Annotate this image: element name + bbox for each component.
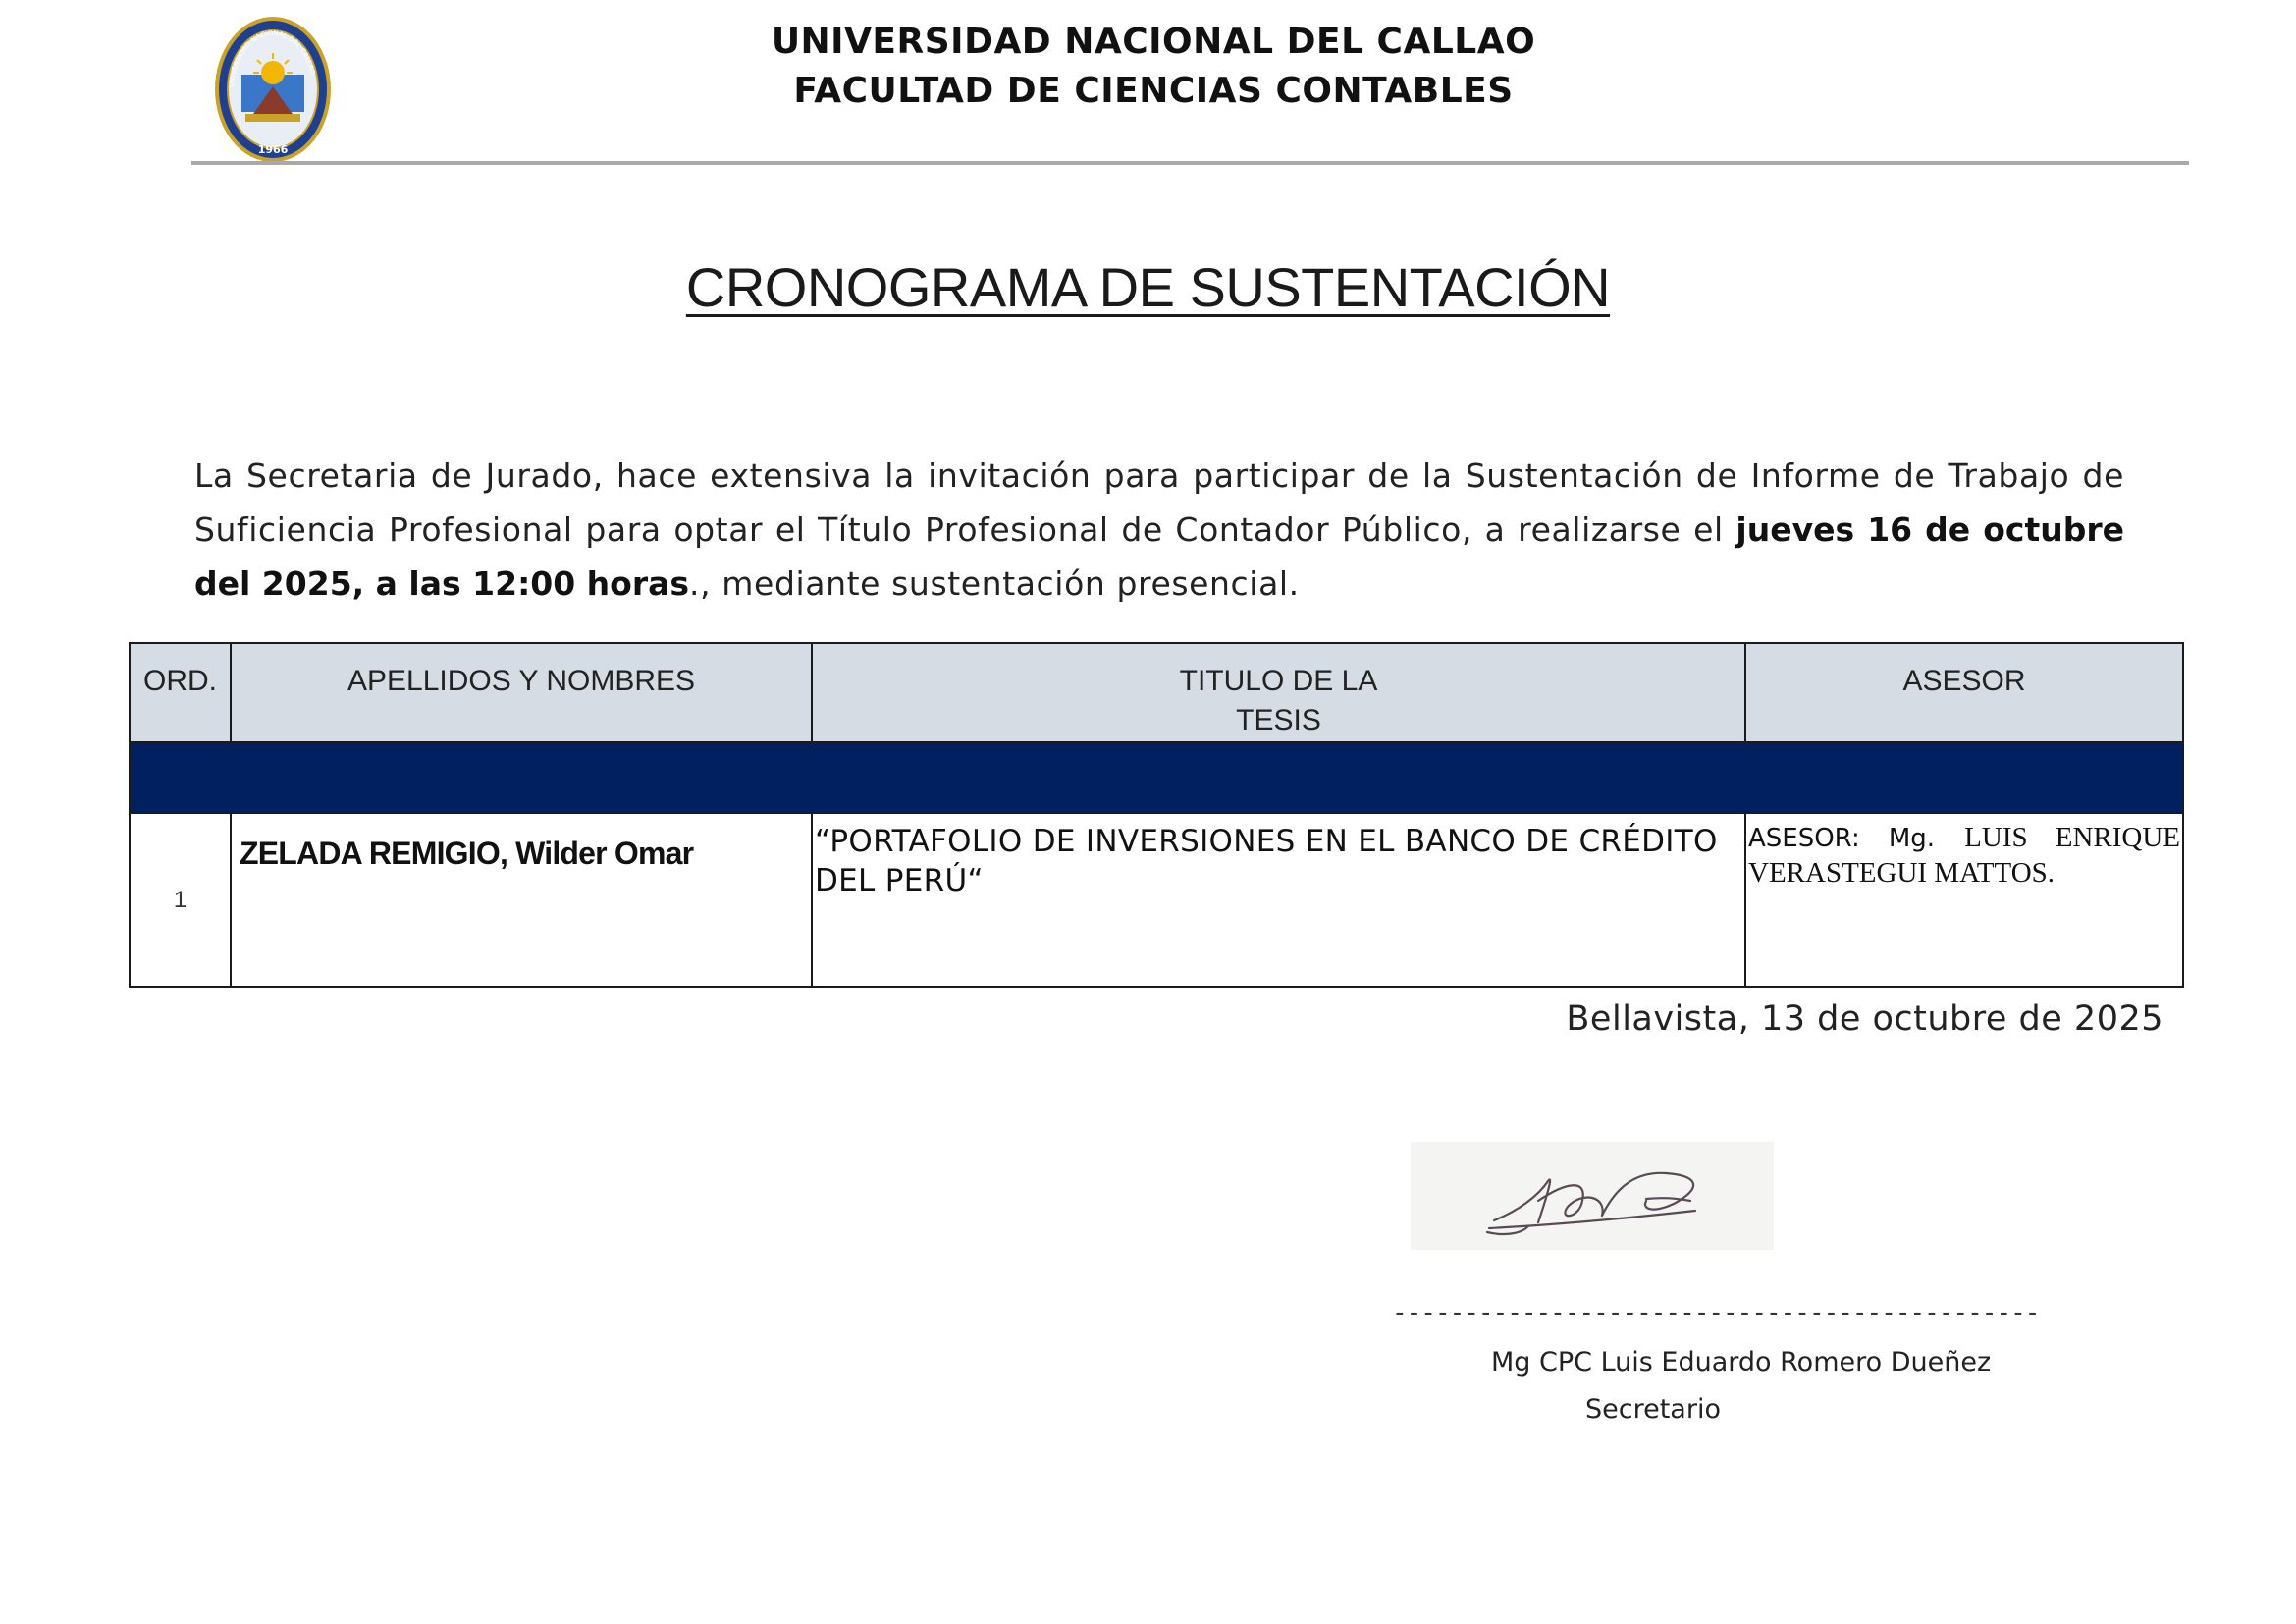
advisor-label: ASESOR: Mg. — [1748, 824, 1936, 853]
invitation-paragraph — [194, 449, 2124, 611]
invitation-text: La Secretaria de Jurado, hace extensiva la invitación para participar de la Sustentación de Informe de Trabajo de Suficiencia Profesional para optar el Título Profesional de Contador Público, a realizarse el — [194, 457, 2124, 549]
header-ord: ORD. — [130, 643, 231, 742]
header-thesis-line1: TITULO DE LA — [1179, 665, 1378, 697]
faculty-name: FACULTAD DE CIENCIAS CONTABLES — [793, 71, 1514, 111]
row-advisor — [1745, 813, 2183, 987]
header-thesis-title — [812, 643, 1745, 742]
signer-role: Secretario — [1585, 1394, 1721, 1425]
header-thesis-line2: TESIS — [1236, 704, 1321, 736]
row-thesis-title: “PORTAFOLIO DE INVERSIONES EN EL BANCO DE CRÉDITO DEL PERÚ“ — [812, 813, 1745, 987]
handwritten-signature — [1411, 1142, 1774, 1250]
table-header-row — [130, 643, 2183, 742]
document-title-block — [0, 255, 2296, 319]
table-row — [130, 813, 2183, 987]
header-divider — [191, 161, 2189, 165]
signer-name: Mg CPC Luis Eduardo Romero Dueñez — [1491, 1347, 1992, 1378]
seal-text: UNIVERSIDAD NACIONAL DEL CALLAO — [227, 28, 317, 88]
header-advisor: ASESOR — [1745, 643, 2183, 742]
header-name: APELLIDOS Y NOMBRES — [231, 643, 812, 742]
university-seal-logo — [214, 16, 332, 163]
row-ord: 1 — [130, 813, 231, 987]
institution-header — [589, 18, 1718, 116]
university-name: UNIVERSIDAD NACIONAL DEL CALLAO — [771, 22, 1536, 62]
advisor-name: LUIS ENRIQUE VERASTEGUI MATTOS. — [1748, 822, 2181, 889]
band-cell — [130, 742, 2183, 813]
row-student-name: ZELADA REMIGIO, Wilder Omar — [231, 813, 812, 987]
schedule-table — [129, 642, 2184, 988]
event-datetime: jueves 16 de octubre del 2025, a las 12:00 horas — [194, 511, 2124, 603]
signature-line: --------------------------------------------- — [1392, 1298, 2040, 1327]
place-and-date: Bellavista, 13 de octubre de 2025 — [1566, 1000, 2163, 1039]
document-title: CRONOGRAMA DE SUSTENTACIÓN — [685, 256, 1611, 318]
seal-year: 1966 — [257, 143, 289, 156]
table-band-row — [130, 742, 2183, 813]
invitation-tail: ., mediante sustentación presencial. — [689, 565, 1300, 603]
